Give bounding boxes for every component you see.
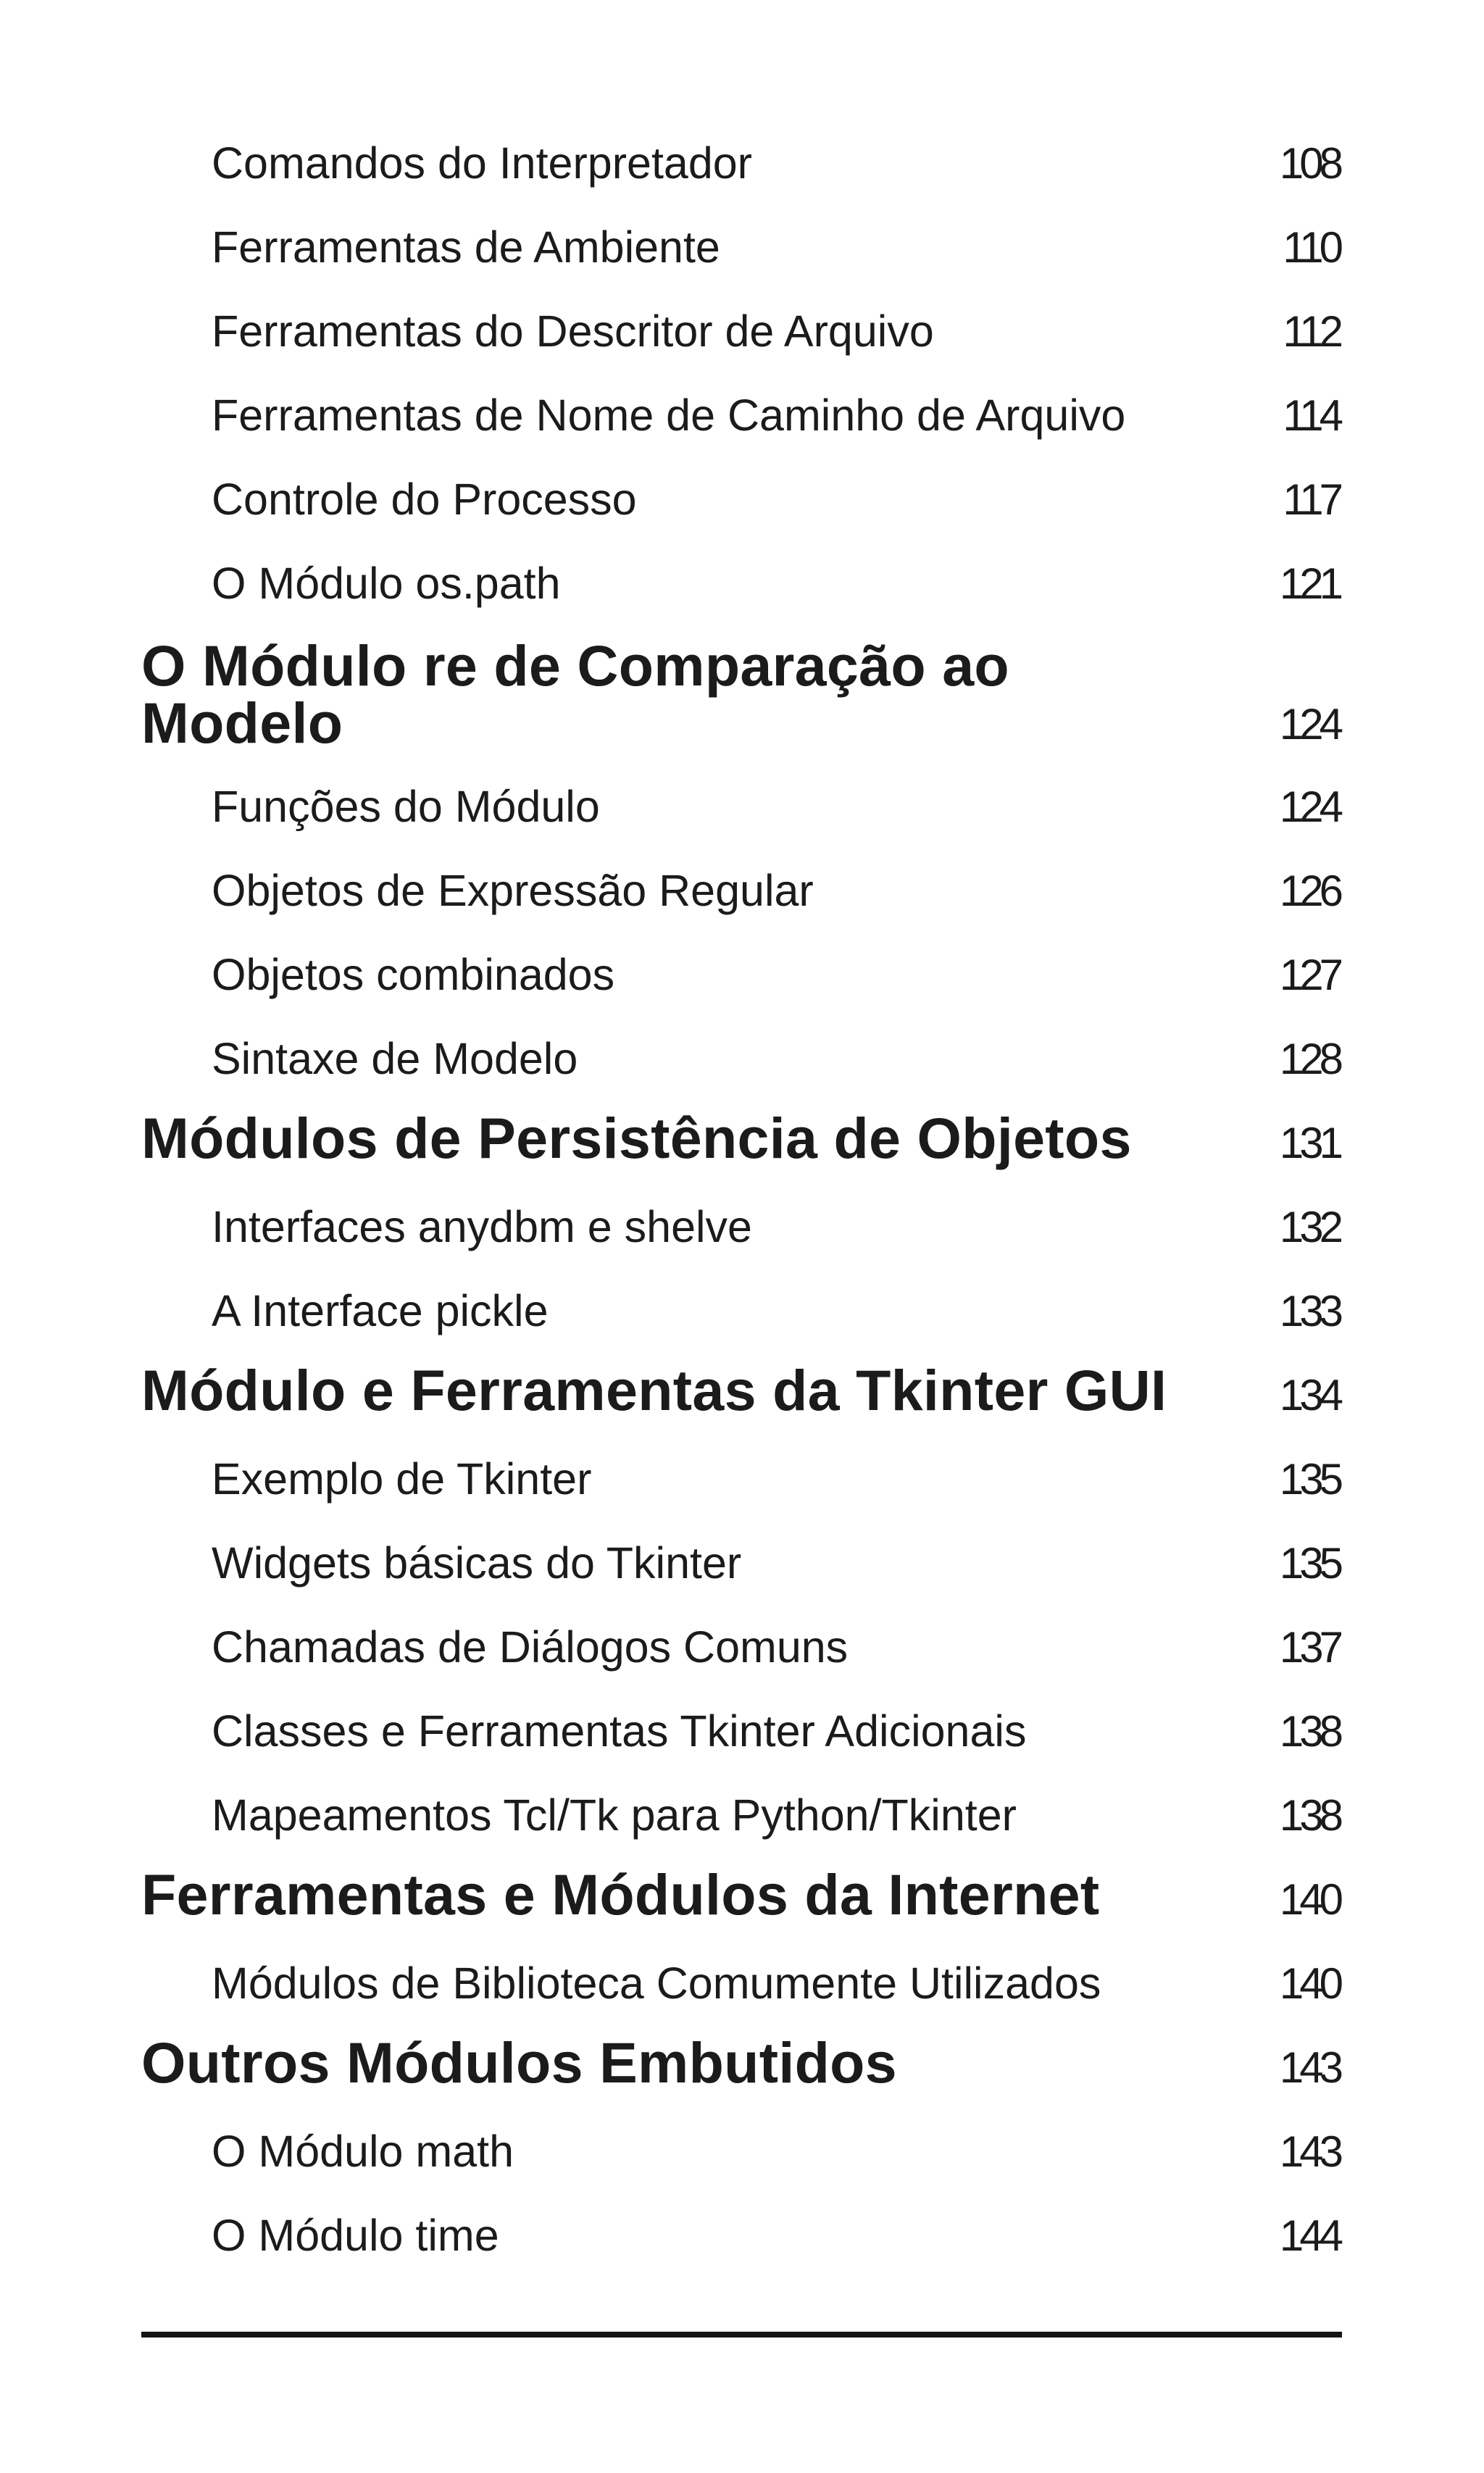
toc-section-title: O Módulo re de Comparação ao Modelo <box>141 633 1009 755</box>
toc-entry-title: Módulos de Biblioteca Comumente Utilizados <box>212 1959 1101 2008</box>
toc-entry-page: 117 <box>1283 475 1339 524</box>
toc-section-page: 124 <box>1279 700 1339 748</box>
toc-entry-title: A Interface pickle <box>212 1286 549 1335</box>
toc-entry-page: 108 <box>1279 139 1339 188</box>
toc-section-title: Módulos de Persistência de Objetos <box>141 1106 1132 1170</box>
toc-entry-page: 135 <box>1279 1455 1339 1504</box>
toc-section-title: Outros Módulos Embutidos <box>141 2030 897 2095</box>
toc-entry-page: 128 <box>1279 1035 1339 1083</box>
toc-entry-title: Comandos do Interpretador <box>212 138 752 188</box>
toc-entry-title: Funções do Módulo <box>212 782 600 831</box>
toc-section-title: Módulo e Ferramentas da Tkinter GUI <box>141 1358 1167 1422</box>
toc-entry-page: 143 <box>1279 2127 1339 2176</box>
toc-entry-page: 138 <box>1279 1791 1339 1840</box>
toc-entry-title: Controle do Processo <box>212 475 637 524</box>
toc-section-title: Ferramentas e Módulos da Internet <box>141 1862 1100 1927</box>
toc-entry-title: Mapeamentos Tcl/Tk para Python/Tkinter <box>212 1790 1017 1840</box>
toc-entry-page: 124 <box>1279 783 1339 831</box>
toc-entry-title: Exemplo de Tkinter <box>212 1454 592 1504</box>
toc-section-page: 131 <box>1279 1119 1339 1167</box>
toc-entry-page: 133 <box>1279 1287 1339 1335</box>
toc-entry-page: 144 <box>1279 2211 1339 2260</box>
toc-entry-title: Chamadas de Diálogos Comuns <box>212 1622 849 1672</box>
toc-entry-title: Interfaces anydbm e shelve <box>212 1202 752 1251</box>
toc-entry-title: Objetos de Expressão Regular <box>212 866 814 915</box>
toc-entry-page: 114 <box>1283 391 1339 440</box>
toc-entry-page: 140 <box>1279 1959 1339 2008</box>
toc-entry-page: 135 <box>1279 1539 1339 1588</box>
toc-entry-page: 138 <box>1279 1707 1339 1756</box>
toc-entry-title: O Módulo math <box>212 2127 514 2176</box>
toc-entry-title: Ferramentas de Nome de Caminho de Arquivo <box>212 391 1126 440</box>
toc-entry-title: O Módulo time <box>212 2211 499 2260</box>
toc-section-page: 134 <box>1279 1371 1339 1419</box>
toc-entry-page: 126 <box>1279 867 1339 915</box>
toc-entry-title: Sintaxe de Modelo <box>212 1034 578 1083</box>
toc-entry-page: 121 <box>1279 559 1339 608</box>
toc-entry-title: Objetos combinados <box>212 950 615 999</box>
toc-entry-page: 110 <box>1283 223 1339 272</box>
toc-entry-page: 137 <box>1279 1623 1339 1672</box>
toc-entry-title: Classes e Ferramentas Tkinter Adicionais <box>212 1706 1027 1756</box>
toc-entry-title: Widgets básicas do Tkinter <box>212 1538 742 1588</box>
toc-entry-title: Ferramentas do Descritor de Arquivo <box>212 306 934 356</box>
toc-section-page: 143 <box>1279 2043 1339 2092</box>
toc-entry-page: 132 <box>1279 1203 1339 1251</box>
toc-entry-page: 127 <box>1279 951 1339 999</box>
toc-entry-title: Ferramentas de Ambiente <box>212 222 720 272</box>
toc-section-page: 140 <box>1279 1875 1339 1924</box>
toc-entry-page: 112 <box>1283 307 1339 356</box>
toc-entry-title: O Módulo os.path <box>212 559 561 608</box>
footer-rule <box>141 2332 1342 2338</box>
